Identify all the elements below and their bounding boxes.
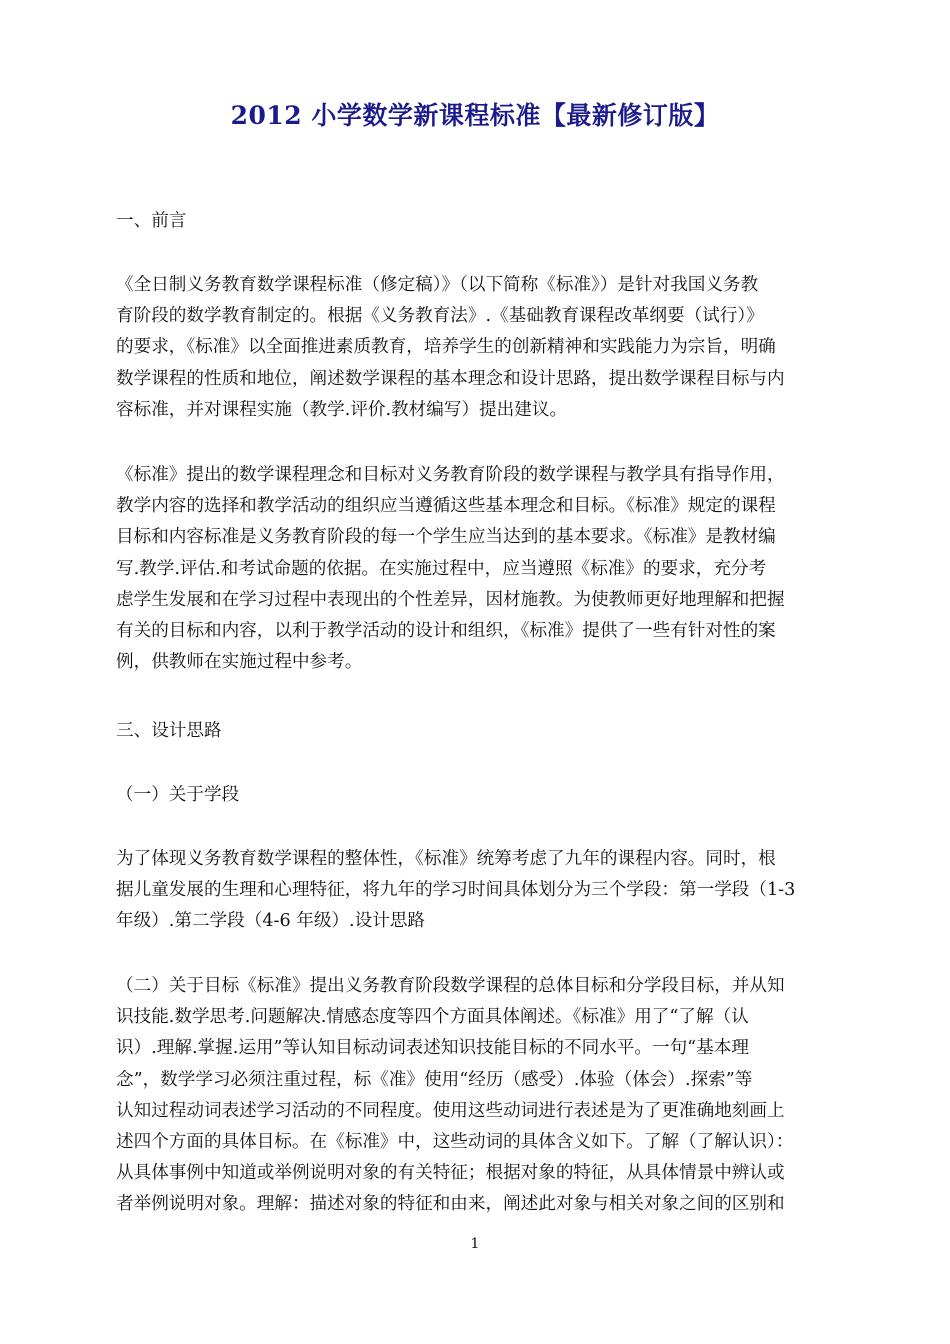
paragraph-line: 识）.理解.掌握.运用”等认知目标动词表述知识技能目标的不同水平。一句“基本理 xyxy=(116,1038,749,1059)
paragraph-line: 者举例说明对象。理解：描述对象的特征和由来，阐述此对象与相关对象之间的区别和 xyxy=(116,1194,785,1215)
section-heading-design xyxy=(116,716,846,747)
paragraph-line: 据儿童发展的生理和心理特征，将九年的学习时间具体划分为三个学段：第一学段（1-3 xyxy=(116,880,796,901)
paragraph-line: （二）关于目标《标准》提出义务教育阶段数学课程的总体目标和分学段目标，并从知 xyxy=(116,976,785,996)
paragraph-line: 为了体现义务教育数学课程的整体性，《标准》统筹考虑了九年的课程内容。同时，根 xyxy=(116,849,776,869)
paragraph-line: 《标准》提出的数学课程理念和目标对义务教育阶段的数学课程与教学具有指导作用， xyxy=(116,465,785,485)
heading-text: 一、前言 xyxy=(116,211,187,231)
paragraph-line: 育阶段的数学教育制定的。根据《义务教育法》.《基础教育课程改革纲要（试行）》 xyxy=(116,306,764,327)
section-heading-intro xyxy=(116,206,846,237)
paragraph-line: 《全日制义务教育数学课程标准（修定稿）》（以下简称《标准》）是针对我国义务教 xyxy=(116,275,759,295)
paragraph-line: 念”，数学学习必须注重过程，标《准》使用“经历（感受）.体验（体会）.探索”等 xyxy=(116,1069,753,1090)
paragraph-line: 例，供教师在实施过程中参考。 xyxy=(116,652,363,673)
paragraph-line: 从具体事例中知道或举例说明对象的有关特征；根据对象的特征，从具体情景中辨认或 xyxy=(116,1163,785,1184)
paragraph-line: 虑学生发展和在学习过程中表现出的个性差异，因材施教。为使教师更好地理解和把握 xyxy=(116,589,785,610)
paragraph-line: 容标准，并对课程实施（教学.评价.教材编写）提出建议。 xyxy=(116,399,568,420)
paragraph-line: 识技能.数学思考.问题解决.情感态度等四个方面具体阐述。《标准》用了“了解（认 xyxy=(116,1007,749,1028)
paragraph-line: 有关的目标和内容，以利于教学活动的设计和组织，《标准》提供了一些有针对性的案 xyxy=(116,620,776,641)
paragraph-line: 的要求，《标准》以全面推进素质教育，培养学生的创新精神和实践能力为宗旨，明确 xyxy=(116,337,776,358)
paragraph-line: 写.教学.评估.和考试命题的依据。在实施过程中，应当遵照《标准》的要求，充分考 xyxy=(116,558,767,579)
paragraph-line: 数学课程的性质和地位，阐述数学课程的基本理念和设计思路，提出数学课程目标与内 xyxy=(116,368,785,389)
paragraph-line: 年级）.第二学段（4-6 年级）.设计思路 xyxy=(116,911,426,932)
subsection-heading-stages xyxy=(116,780,846,811)
paragraph-line: 认知过程动词表述学习活动的不同程度。使用这些动词进行表述是为了更准确地刻画上 xyxy=(116,1100,785,1121)
paragraph-stages xyxy=(116,844,846,938)
heading-text: 三、设计思路 xyxy=(116,721,222,741)
document-title: 2012 小学数学新课程标准【最新修订版】 xyxy=(230,101,720,130)
page-number: 1 xyxy=(470,1236,480,1252)
paragraph-intro xyxy=(116,270,846,426)
paragraph-line: 述四个方面的具体目标。在《标准》中，这些动词的具体含义如下。了解（了解认识）： xyxy=(116,1131,794,1152)
paragraph-standard xyxy=(116,460,846,678)
paragraph-line: 目标和内容标准是义务教育阶段的每一个学生应当达到的基本要求。《标准》是教材编 xyxy=(116,527,776,548)
paragraph-goals xyxy=(116,971,846,1221)
paragraph-line: 教学内容的选择和教学活动的组织应当遵循这些基本理念和目标。《标准》规定的课程 xyxy=(116,496,776,517)
heading-text: （一）关于学段 xyxy=(116,785,240,805)
